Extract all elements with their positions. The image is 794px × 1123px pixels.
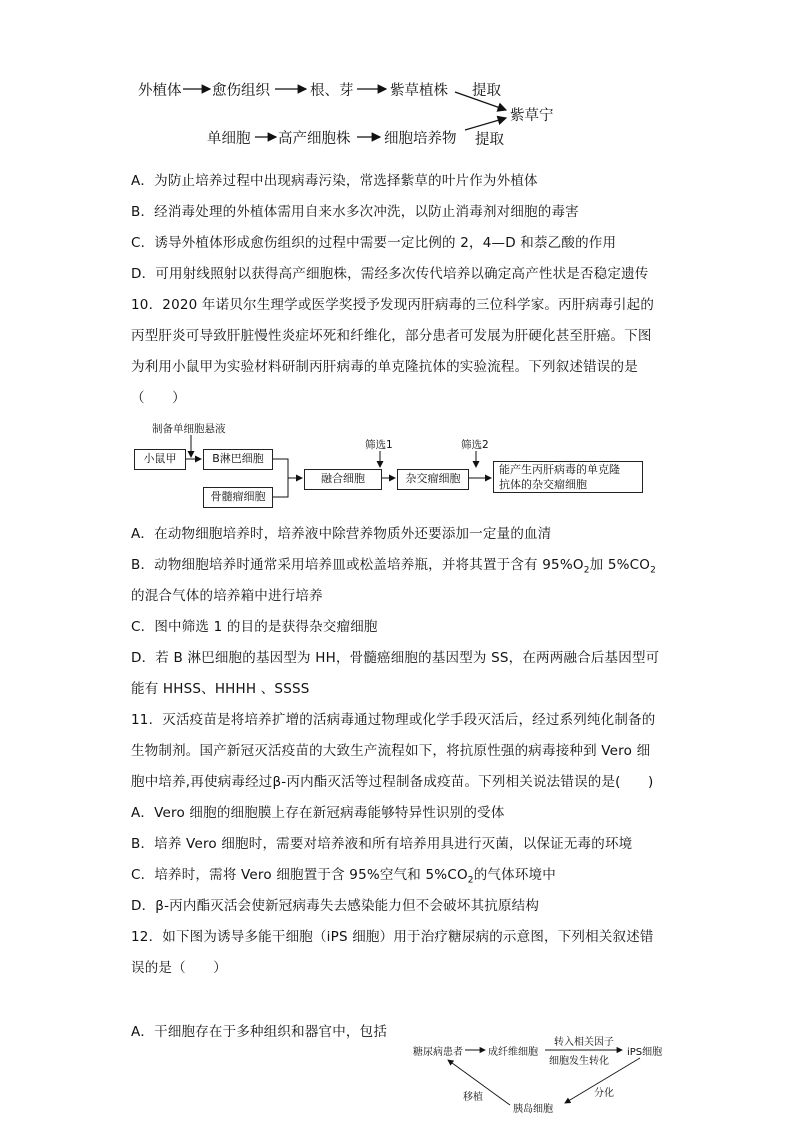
- box-final-line2: 抗体的杂交瘤细胞: [499, 478, 587, 491]
- label-extract-top: 提取: [472, 83, 501, 99]
- q10-option-b-text1: B．动物细胞培养时通常采用培养皿或松盖培养瓶，并将其置于含有 95%O: [131, 557, 584, 573]
- q11-option-b: B．培养 Vero 细胞时，需要对培养液和所有培养用具进行灭菌，以保证无毒的环境: [131, 836, 633, 852]
- q10-stem-line2: 丙型肝炎可导致肝脏慢性炎症坏死和纤维化，部分患者可发展为肝硬化甚至肝癌。下图: [131, 328, 652, 344]
- node-callus: 愈伤组织: [212, 83, 270, 99]
- q9-option-a: A．为防止培养过程中出现病毒污染，常选择紫草的叶片作为外植体: [131, 173, 538, 189]
- q11-option-c-text1: C．培养时，需将 Vero 细胞置于含 95%空气和 5%CO: [131, 867, 468, 883]
- q11-option-c-text2: 的气体环境中: [473, 867, 556, 883]
- node-culture: 细胞培养物: [384, 131, 457, 147]
- q11-stem-line2: 生物制剂。国产新冠灭活疫苗的大致生产流程如下，将抗原性强的病毒接种到 Vero 细: [131, 743, 651, 759]
- label-screen1: 筛选1: [365, 439, 393, 451]
- q9-option-c: C．诱导外植体形成愈伤组织的过程中需要一定比例的 2，4—D 和萘乙酸的作用: [131, 235, 617, 251]
- box-myeloma: 骨髓瘤细胞: [203, 487, 273, 508]
- node-islet: 胰岛细胞: [513, 1104, 553, 1115]
- q10-option-b-line2: 的混合气体的培养箱中进行培养: [131, 588, 323, 604]
- q10-option-a: A．在动物细胞培养时，培养液中除营养物质外还要添加一定量的血清: [131, 526, 552, 542]
- box-fused: 融合细胞: [304, 469, 382, 490]
- node-ips: iPS细胞: [627, 1047, 663, 1058]
- q10-option-d-line2: 能有 HHSS、HHHH 、SSSS: [131, 681, 310, 697]
- q11-option-d: D．β-丙内酯灭活会使新冠病毒失去感染能力但不会破坏其抗原结构: [131, 898, 540, 914]
- node-root-bud: 根、芽: [310, 83, 354, 99]
- node-shikonin: 紫草宁: [510, 108, 554, 124]
- q11-stem-line3: 胞中培养,再使病毒经过β-丙内酯灭活等过程制备成疫苗。下列相关说法错误的是( ): [131, 774, 654, 790]
- q10-stem-line3: 为利用小鼠甲为实验材料研制丙肝病毒的单克隆抗体的实验流程。下列叙述错误的是: [131, 359, 638, 375]
- label-screen2: 筛选2: [461, 439, 489, 451]
- q11-option-a: A．Vero 细胞的细胞膜上存在新冠病毒能够特异性识别的受体: [131, 805, 505, 821]
- box-final-line1: 能产生丙肝病毒的单克隆: [499, 463, 620, 476]
- label-prep: 制备单细胞悬液: [152, 423, 226, 435]
- q10-answer-paren: （ ）: [131, 390, 186, 406]
- label-transfer-factors: 转入相关因子: [554, 1037, 614, 1048]
- node-high-yield: 高产细胞株: [278, 131, 351, 147]
- node-plant: 紫草植株: [390, 83, 448, 99]
- q11-option-c-sub: 2: [467, 875, 474, 886]
- box-mouse: 小鼠甲: [134, 449, 186, 470]
- q10-option-b-text2: 加 5%CO: [589, 557, 651, 573]
- label-transplant: 移植: [463, 1092, 483, 1103]
- node-fibroblast: 成纤维细胞: [488, 1047, 538, 1058]
- label-differentiate: 分化: [594, 1088, 614, 1099]
- q10-option-d-line1: D．若 B 淋巴细胞的基因型为 HH，骨髓癌细胞的基因型为 SS，在两两融合后基因型可: [131, 650, 660, 666]
- box-hybridoma: 杂交瘤细胞: [397, 469, 469, 490]
- q11-stem-line1: 11．灭活疫苗是将培养扩增的活病毒通过物理或化学手段灭活后，经过系列纯化制备的: [131, 712, 656, 728]
- q12-stem-line2: 误的是（ ）: [131, 960, 227, 976]
- q10-option-b-sub2: 2: [650, 565, 657, 576]
- node-patient: 糖尿病患者: [413, 1047, 463, 1058]
- q9-option-b: B．经消毒处理的外植体需用自来水多次冲洗，以防止消毒剂对细胞的毒害: [131, 204, 579, 220]
- q9-option-d: D．可用射线照射以获得高产细胞株，需经多次传代培养以确定高产性状是否稳定遗传: [131, 266, 649, 282]
- node-explant: 外植体: [138, 83, 182, 99]
- label-extract-bottom: 提取: [475, 132, 504, 148]
- q12-stem-line1: 12．如下图为诱导多能干细胞（iPS 细胞）用于治疗糖尿病的示意图，下列相关叙述错: [131, 929, 654, 945]
- node-single-cell: 单细胞: [207, 131, 251, 147]
- box-b-cell: B淋巴细胞: [203, 449, 273, 470]
- label-cell-transform: 细胞发生转化: [549, 1056, 609, 1067]
- q10-option-b-sub1: 2: [583, 565, 590, 576]
- q10-option-c: C．图中筛选 1 的目的是获得杂交瘤细胞: [131, 619, 378, 635]
- q12-option-a: A．干细胞存在于多种组织和器官中，包括: [131, 1024, 388, 1040]
- q10-stem-line1: 10．2020 年诺贝尔生理学或医学奖授予发现丙肝病毒的三位科学家。丙肝病毒引起的: [131, 297, 655, 313]
